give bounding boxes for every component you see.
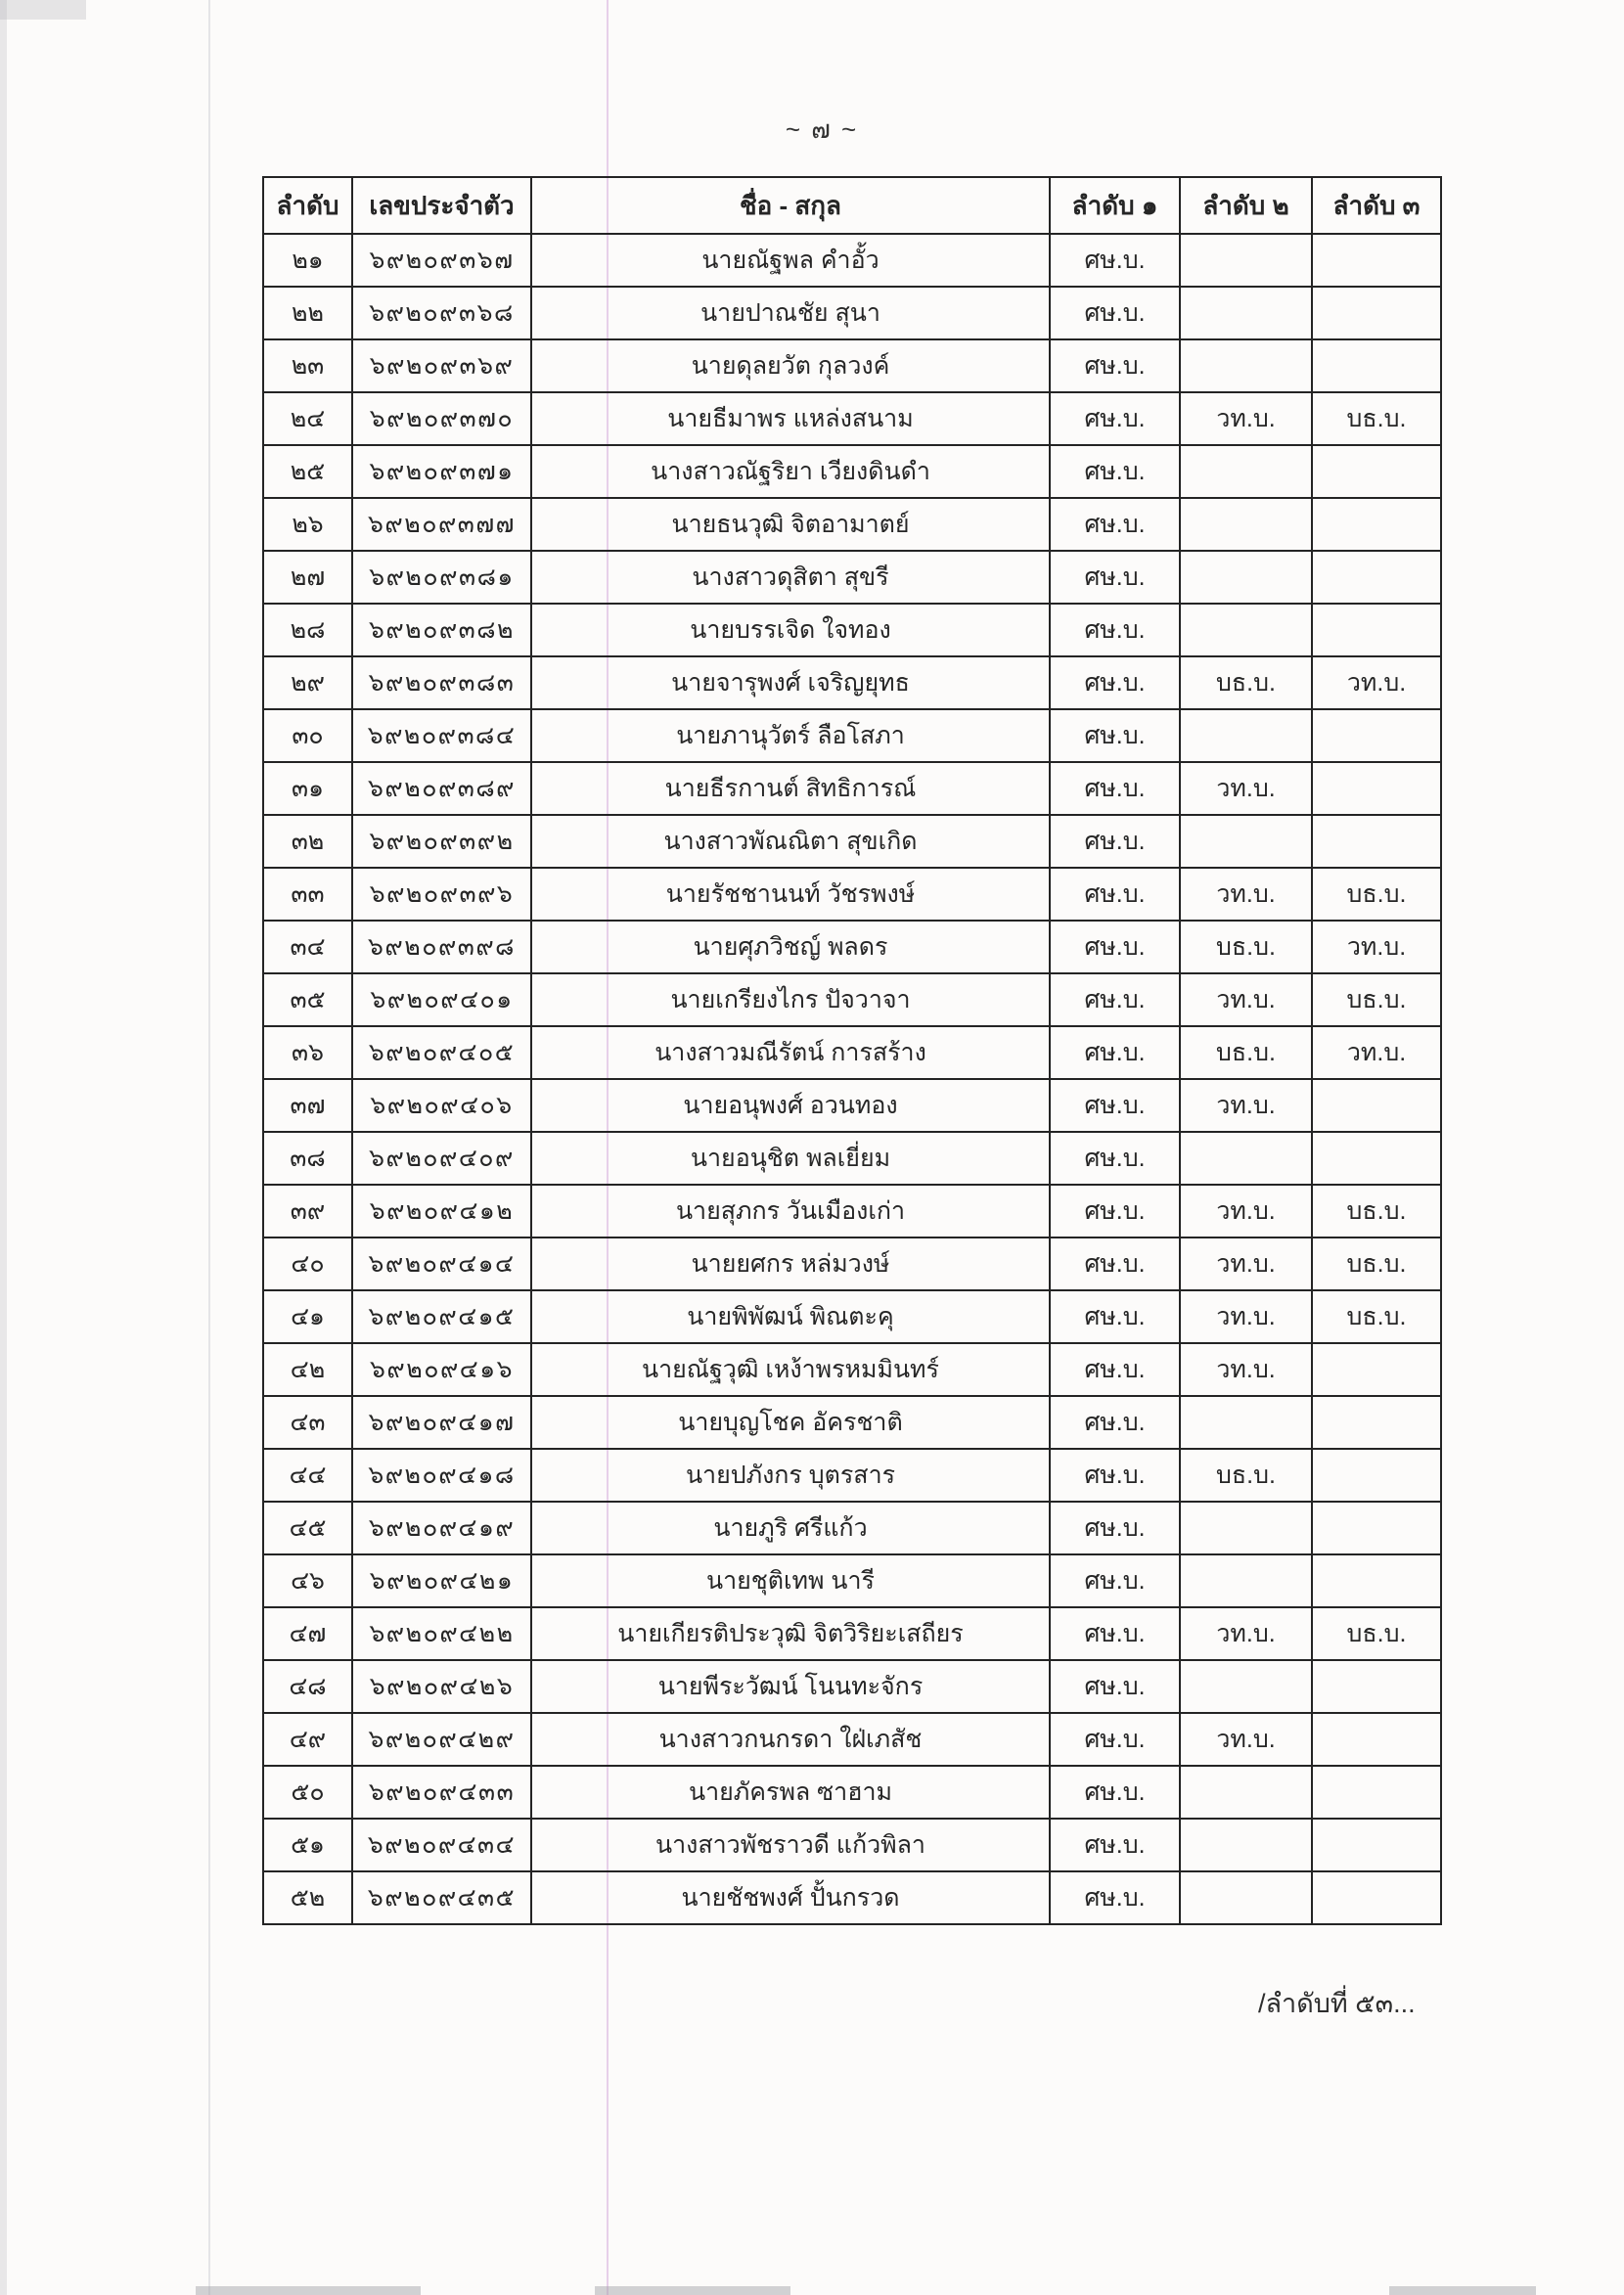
cell-d1: ศษ.บ. bbox=[1050, 1290, 1180, 1343]
cell-d3 bbox=[1312, 1554, 1441, 1607]
cell-d2 bbox=[1180, 815, 1312, 868]
table-row bbox=[263, 1713, 1441, 1766]
cell-d3 bbox=[1312, 604, 1441, 656]
cell-order: ๓๒ bbox=[263, 815, 352, 868]
cell-d2: วท.บ. bbox=[1180, 1079, 1312, 1132]
cell-d1: ศษ.บ. bbox=[1050, 604, 1180, 656]
cell-id: ๖๙๒๐๙๓๘๔ bbox=[352, 709, 531, 762]
table-row bbox=[263, 1449, 1441, 1502]
cell-d1: ศษ.บ. bbox=[1050, 1502, 1180, 1554]
cell-id: ๖๙๒๐๙๓๗๑ bbox=[352, 445, 531, 498]
cell-order: ๕๒ bbox=[263, 1871, 352, 1924]
cell-d3: บธ.บ. bbox=[1312, 1238, 1441, 1290]
cell-d2 bbox=[1180, 1502, 1312, 1554]
cell-d2: บธ.บ. bbox=[1180, 921, 1312, 973]
cell-id: ๖๙๒๐๙๔๒๖ bbox=[352, 1660, 531, 1713]
cell-order: ๓๗ bbox=[263, 1079, 352, 1132]
cell-name: นายภูริ ศรีแก้ว bbox=[531, 1502, 1050, 1554]
cell-order: ๓๐ bbox=[263, 709, 352, 762]
cell-d1: ศษ.บ. bbox=[1050, 392, 1180, 445]
cell-id: ๖๙๒๐๙๔๐๑ bbox=[352, 973, 531, 1026]
table-row bbox=[263, 1343, 1441, 1396]
table-row bbox=[263, 1185, 1441, 1238]
table-row bbox=[263, 1132, 1441, 1185]
table-row bbox=[263, 1026, 1441, 1079]
table-row bbox=[263, 921, 1441, 973]
header-name: ชื่อ - สกุล bbox=[531, 177, 1050, 234]
header-degree-2: ลำดับ ๒ bbox=[1180, 177, 1312, 234]
table-row bbox=[263, 1819, 1441, 1871]
cell-order: ๔๒ bbox=[263, 1343, 352, 1396]
continuation-note: /ลำดับที่ ๕๓... bbox=[1258, 1989, 1416, 2018]
cell-name: นางสาวกนกรดา ใฝ่เภสัช bbox=[531, 1713, 1050, 1766]
cell-order: ๓๔ bbox=[263, 921, 352, 973]
cell-order: ๓๕ bbox=[263, 973, 352, 1026]
cell-d2 bbox=[1180, 498, 1312, 551]
table-row bbox=[263, 656, 1441, 709]
cell-name: นางสาวณัฐริยา เวียงดินดำ bbox=[531, 445, 1050, 498]
cell-d3 bbox=[1312, 1396, 1441, 1449]
table-row bbox=[263, 1290, 1441, 1343]
scan-edge-left bbox=[0, 0, 7, 2295]
cell-name: นายเกรียงไกร ปัจวาจา bbox=[531, 973, 1050, 1026]
cell-d2 bbox=[1180, 1766, 1312, 1819]
cell-id: ๖๙๒๐๙๔๒๙ bbox=[352, 1713, 531, 1766]
cell-d3: วท.บ. bbox=[1312, 1026, 1441, 1079]
cell-d1: ศษ.บ. bbox=[1050, 1713, 1180, 1766]
cell-d3 bbox=[1312, 339, 1441, 392]
cell-d2 bbox=[1180, 445, 1312, 498]
cell-name: นายธีรกานต์ สิทธิการณ์ bbox=[531, 762, 1050, 815]
table-row bbox=[263, 709, 1441, 762]
table-row bbox=[263, 1871, 1441, 1924]
cell-order: ๓๙ bbox=[263, 1185, 352, 1238]
cell-d2: วท.บ. bbox=[1180, 1238, 1312, 1290]
table-row bbox=[263, 1660, 1441, 1713]
cell-d3 bbox=[1312, 1660, 1441, 1713]
cell-name: นายพีระวัฒน์ โนนทะจักร bbox=[531, 1660, 1050, 1713]
cell-d1: ศษ.บ. bbox=[1050, 234, 1180, 287]
cell-d1: ศษ.บ. bbox=[1050, 868, 1180, 921]
scan-edge-bottom bbox=[1389, 2286, 1536, 2295]
cell-d3 bbox=[1312, 551, 1441, 604]
cell-d3 bbox=[1312, 1713, 1441, 1766]
cell-id: ๖๙๒๐๙๔๓๔ bbox=[352, 1819, 531, 1871]
cell-d2: วท.บ. bbox=[1180, 1607, 1312, 1660]
cell-id: ๖๙๒๐๙๔๐๖ bbox=[352, 1079, 531, 1132]
table-header bbox=[263, 177, 1441, 234]
cell-d1: ศษ.บ. bbox=[1050, 1396, 1180, 1449]
table-row bbox=[263, 339, 1441, 392]
cell-d1: ศษ.บ. bbox=[1050, 656, 1180, 709]
cell-name: นายชัชพงศ์ ปั้นกรวด bbox=[531, 1871, 1050, 1924]
table-row bbox=[263, 1554, 1441, 1607]
cell-id: ๖๙๒๐๙๔๓๓ bbox=[352, 1766, 531, 1819]
cell-d3 bbox=[1312, 1449, 1441, 1502]
cell-name: นายบรรเจิด ใจทอง bbox=[531, 604, 1050, 656]
cell-d1: ศษ.บ. bbox=[1050, 1554, 1180, 1607]
cell-name: นายพิพัฒน์ พิณตะคุ bbox=[531, 1290, 1050, 1343]
cell-name: นายณัฐวุฒิ เหง้าพรหมมินทร์ bbox=[531, 1343, 1050, 1396]
table-row bbox=[263, 815, 1441, 868]
cell-d3 bbox=[1312, 1766, 1441, 1819]
cell-id: ๖๙๒๐๙๔๑๕ bbox=[352, 1290, 531, 1343]
cell-name: นางสาวพัชราวดี แก้วพิลา bbox=[531, 1819, 1050, 1871]
cell-d2: วท.บ. bbox=[1180, 868, 1312, 921]
cell-order: ๓๘ bbox=[263, 1132, 352, 1185]
cell-id: ๖๙๒๐๙๓๖๘ bbox=[352, 287, 531, 339]
cell-name: นายณัฐพล คำอั้ว bbox=[531, 234, 1050, 287]
header-degree-1: ลำดับ ๑ bbox=[1050, 177, 1180, 234]
cell-d3 bbox=[1312, 1502, 1441, 1554]
cell-d3 bbox=[1312, 815, 1441, 868]
header-id: เลขประจำตัว bbox=[352, 177, 531, 234]
cell-d1: ศษ.บ. bbox=[1050, 1238, 1180, 1290]
cell-d3: บธ.บ. bbox=[1312, 1290, 1441, 1343]
cell-name: นางสาวมณีรัตน์ การสร้าง bbox=[531, 1026, 1050, 1079]
cell-d3 bbox=[1312, 1343, 1441, 1396]
table-row bbox=[263, 1238, 1441, 1290]
cell-id: ๖๙๒๐๙๔๑๘ bbox=[352, 1449, 531, 1502]
cell-id: ๖๙๒๐๙๓๖๗ bbox=[352, 234, 531, 287]
cell-d1: ศษ.บ. bbox=[1050, 1607, 1180, 1660]
cell-d1: ศษ.บ. bbox=[1050, 1871, 1180, 1924]
student-roster-table bbox=[262, 176, 1442, 1925]
cell-d1: ศษ.บ. bbox=[1050, 1132, 1180, 1185]
cell-id: ๖๙๒๐๙๓๗๐ bbox=[352, 392, 531, 445]
table-row bbox=[263, 1766, 1441, 1819]
cell-d3: บธ.บ. bbox=[1312, 868, 1441, 921]
cell-d3 bbox=[1312, 1132, 1441, 1185]
cell-id: ๖๙๒๐๙๓๘๑ bbox=[352, 551, 531, 604]
cell-d2: วท.บ. bbox=[1180, 1343, 1312, 1396]
cell-name: นายจารุพงศ์ เจริญยุทธ bbox=[531, 656, 1050, 709]
cell-order: ๒๙ bbox=[263, 656, 352, 709]
cell-name: นายภัครพล ซาฮาม bbox=[531, 1766, 1050, 1819]
cell-order: ๕๑ bbox=[263, 1819, 352, 1871]
cell-d2 bbox=[1180, 1819, 1312, 1871]
cell-id: ๖๙๒๐๙๔๓๕ bbox=[352, 1871, 531, 1924]
cell-id: ๖๙๒๐๙๔๑๗ bbox=[352, 1396, 531, 1449]
cell-order: ๔๙ bbox=[263, 1713, 352, 1766]
cell-d1: ศษ.บ. bbox=[1050, 1766, 1180, 1819]
cell-order: ๒๔ bbox=[263, 392, 352, 445]
cell-d3 bbox=[1312, 234, 1441, 287]
cell-d2 bbox=[1180, 604, 1312, 656]
cell-d1: ศษ.บ. bbox=[1050, 445, 1180, 498]
cell-d3 bbox=[1312, 762, 1441, 815]
cell-name: นายยศกร หล่มวงษ์ bbox=[531, 1238, 1050, 1290]
cell-name: นายชุติเทพ นารี bbox=[531, 1554, 1050, 1607]
table-row bbox=[263, 762, 1441, 815]
cell-id: ๖๙๒๐๙๔๒๑ bbox=[352, 1554, 531, 1607]
cell-name: นายอนุพงศ์ อวนทอง bbox=[531, 1079, 1050, 1132]
cell-d1: ศษ.บ. bbox=[1050, 287, 1180, 339]
cell-order: ๓๓ bbox=[263, 868, 352, 921]
cell-d3 bbox=[1312, 709, 1441, 762]
cell-id: ๖๙๒๐๙๓๙๖ bbox=[352, 868, 531, 921]
cell-id: ๖๙๒๐๙๓๘๙ bbox=[352, 762, 531, 815]
cell-order: ๔๘ bbox=[263, 1660, 352, 1713]
cell-d1: ศษ.บ. bbox=[1050, 551, 1180, 604]
cell-order: ๒๗ bbox=[263, 551, 352, 604]
cell-name: นายเกียรติประวุฒิ จิตวิริยะเสถียร bbox=[531, 1607, 1050, 1660]
cell-name: นายสุภกร วันเมืองเก่า bbox=[531, 1185, 1050, 1238]
cell-d2 bbox=[1180, 339, 1312, 392]
cell-d1: ศษ.บ. bbox=[1050, 973, 1180, 1026]
table-row bbox=[263, 1396, 1441, 1449]
cell-order: ๔๗ bbox=[263, 1607, 352, 1660]
cell-d2: วท.บ. bbox=[1180, 392, 1312, 445]
table-row bbox=[263, 287, 1441, 339]
cell-name: นายอนุชิต พลเยี่ยม bbox=[531, 1132, 1050, 1185]
cell-id: ๖๙๒๐๙๔๐๙ bbox=[352, 1132, 531, 1185]
scan-edge-bottom bbox=[595, 2286, 790, 2295]
cell-order: ๕๐ bbox=[263, 1766, 352, 1819]
cell-name: นายธีมาพร แหล่งสนาม bbox=[531, 392, 1050, 445]
cell-order: ๓๖ bbox=[263, 1026, 352, 1079]
cell-d2: วท.บ. bbox=[1180, 1713, 1312, 1766]
cell-d3: วท.บ. bbox=[1312, 656, 1441, 709]
table-row bbox=[263, 1079, 1441, 1132]
table-row bbox=[263, 551, 1441, 604]
roster-table-body bbox=[263, 234, 1441, 1924]
cell-d1: ศษ.บ. bbox=[1050, 339, 1180, 392]
cell-id: ๖๙๒๐๙๔๑๒ bbox=[352, 1185, 531, 1238]
cell-id: ๖๙๒๐๙๔๒๒ bbox=[352, 1607, 531, 1660]
cell-d1: ศษ.บ. bbox=[1050, 1026, 1180, 1079]
cell-name: นายบุญโชค อัครชาติ bbox=[531, 1396, 1050, 1449]
cell-id: ๖๙๒๐๙๔๑๖ bbox=[352, 1343, 531, 1396]
header-order: ลำดับ bbox=[263, 177, 352, 234]
cell-order: ๔๔ bbox=[263, 1449, 352, 1502]
cell-d2 bbox=[1180, 1871, 1312, 1924]
cell-order: ๒๓ bbox=[263, 339, 352, 392]
cell-order: ๒๕ bbox=[263, 445, 352, 498]
cell-order: ๔๑ bbox=[263, 1290, 352, 1343]
cell-name: นายภานุวัตร์ ลือโสภา bbox=[531, 709, 1050, 762]
cell-order: ๔๕ bbox=[263, 1502, 352, 1554]
cell-d2 bbox=[1180, 1132, 1312, 1185]
cell-d1: ศษ.บ. bbox=[1050, 1819, 1180, 1871]
cell-id: ๖๙๒๐๙๔๑๔ bbox=[352, 1238, 531, 1290]
table-row bbox=[263, 973, 1441, 1026]
table-row bbox=[263, 1502, 1441, 1554]
table-row bbox=[263, 868, 1441, 921]
cell-d1: ศษ.บ. bbox=[1050, 709, 1180, 762]
cell-order: ๔๖ bbox=[263, 1554, 352, 1607]
cell-id: ๖๙๒๐๙๔๑๙ bbox=[352, 1502, 531, 1554]
cell-d1: ศษ.บ. bbox=[1050, 1449, 1180, 1502]
cell-id: ๖๙๒๐๙๓๙๒ bbox=[352, 815, 531, 868]
header-degree-3: ลำดับ ๓ bbox=[1312, 177, 1441, 234]
table-row bbox=[263, 234, 1441, 287]
cell-order: ๒๘ bbox=[263, 604, 352, 656]
cell-d2 bbox=[1180, 1660, 1312, 1713]
cell-id: ๖๙๒๐๙๓๖๙ bbox=[352, 339, 531, 392]
cell-d2 bbox=[1180, 551, 1312, 604]
cell-name: นายศุภวิชญ์ พลดร bbox=[531, 921, 1050, 973]
cell-name: นางสาวดุสิตา สุขรี bbox=[531, 551, 1050, 604]
cell-d2: วท.บ. bbox=[1180, 1185, 1312, 1238]
cell-name: นายปภังกร บุตรสาร bbox=[531, 1449, 1050, 1502]
table-row bbox=[263, 445, 1441, 498]
cell-d1: ศษ.บ. bbox=[1050, 1079, 1180, 1132]
cell-d1: ศษ.บ. bbox=[1050, 1660, 1180, 1713]
cell-d1: ศษ.บ. bbox=[1050, 1185, 1180, 1238]
cell-d3: บธ.บ. bbox=[1312, 392, 1441, 445]
page-number: ~ ๗ ~ bbox=[785, 114, 859, 144]
cell-order: ๒๑ bbox=[263, 234, 352, 287]
cell-id: ๖๙๒๐๙๓๘๒ bbox=[352, 604, 531, 656]
cell-d1: ศษ.บ. bbox=[1050, 762, 1180, 815]
scan-edge-bottom bbox=[196, 2286, 421, 2295]
cell-d3: บธ.บ. bbox=[1312, 1185, 1441, 1238]
table-row bbox=[263, 1607, 1441, 1660]
cell-d2: วท.บ. bbox=[1180, 973, 1312, 1026]
table-row bbox=[263, 392, 1441, 445]
cell-d3 bbox=[1312, 1871, 1441, 1924]
cell-d2 bbox=[1180, 709, 1312, 762]
cell-d1: ศษ.บ. bbox=[1050, 498, 1180, 551]
cell-order: ๒๖ bbox=[263, 498, 352, 551]
cell-name: นายดุลยวัต กุลวงค์ bbox=[531, 339, 1050, 392]
cell-d2 bbox=[1180, 1396, 1312, 1449]
cell-d1: ศษ.บ. bbox=[1050, 1343, 1180, 1396]
cell-order: ๒๒ bbox=[263, 287, 352, 339]
cell-name: นายรัชชานนท์ วัชรพงษ์ bbox=[531, 868, 1050, 921]
cell-d3 bbox=[1312, 1079, 1441, 1132]
scan-edge-top-left bbox=[0, 0, 86, 20]
cell-d3 bbox=[1312, 1819, 1441, 1871]
fold-line bbox=[208, 0, 210, 2295]
cell-d2: บธ.บ. bbox=[1180, 1026, 1312, 1079]
cell-d2: บธ.บ. bbox=[1180, 656, 1312, 709]
cell-d2: วท.บ. bbox=[1180, 762, 1312, 815]
cell-order: ๓๑ bbox=[263, 762, 352, 815]
cell-name: นางสาวพัณณิตา สุขเกิด bbox=[531, 815, 1050, 868]
cell-id: ๖๙๒๐๙๓๙๘ bbox=[352, 921, 531, 973]
cell-d2: วท.บ. bbox=[1180, 1290, 1312, 1343]
cell-d3 bbox=[1312, 445, 1441, 498]
cell-d2: บธ.บ. bbox=[1180, 1449, 1312, 1502]
cell-d2 bbox=[1180, 287, 1312, 339]
cell-d1: ศษ.บ. bbox=[1050, 921, 1180, 973]
cell-d2 bbox=[1180, 234, 1312, 287]
cell-d3: วท.บ. bbox=[1312, 921, 1441, 973]
cell-d3 bbox=[1312, 498, 1441, 551]
cell-id: ๖๙๒๐๙๔๐๕ bbox=[352, 1026, 531, 1079]
cell-name: นายธนวุฒิ จิตอามาตย์ bbox=[531, 498, 1050, 551]
cell-d3 bbox=[1312, 287, 1441, 339]
cell-order: ๔๐ bbox=[263, 1238, 352, 1290]
table-row bbox=[263, 498, 1441, 551]
table-row bbox=[263, 604, 1441, 656]
cell-order: ๔๓ bbox=[263, 1396, 352, 1449]
cell-d1: ศษ.บ. bbox=[1050, 815, 1180, 868]
cell-name: นายปาณชัย สุนา bbox=[531, 287, 1050, 339]
cell-id: ๖๙๒๐๙๓๘๓ bbox=[352, 656, 531, 709]
cell-d3: บธ.บ. bbox=[1312, 1607, 1441, 1660]
cell-d3: บธ.บ. bbox=[1312, 973, 1441, 1026]
cell-d2 bbox=[1180, 1554, 1312, 1607]
cell-id: ๖๙๒๐๙๓๗๗ bbox=[352, 498, 531, 551]
